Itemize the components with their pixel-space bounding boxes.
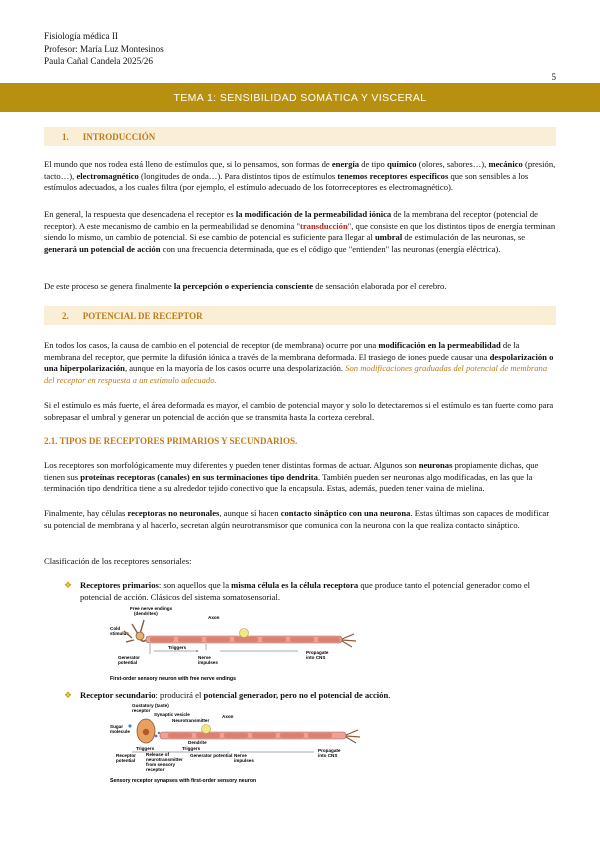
diamond-bullet-icon: ❖ [64, 580, 73, 590]
paragraph-intro-3: De este proceso se genera finalmente la percepción o experiencia consciente de sensación elaborada por el cerebro. [44, 281, 447, 291]
label-into-cns: into CNS [306, 655, 326, 660]
label-from-sensory: from sensory [146, 762, 176, 767]
first-order-neuron-diagram [110, 604, 430, 686]
cell-body [202, 725, 211, 734]
label-release-neurotransmitter: neurotransmitter [146, 757, 183, 762]
figure-secondary-receptor [110, 702, 430, 793]
label-molecule: molecule [110, 729, 130, 734]
paragraph-intro-2: En general, la respuesta que desencadena el receptor es la modificación de la permeabilidad iónica de la membrana del receptor (potencial de receptor). A este mecanismo de cambio en la permeabilidad se denomina "transducción", que consiste en que los distintos tipos de energía terminan siendo lo mismo, un cambio de potencial. Si ese cambio de potencial es suficiente para llegar al umbral de estimulación de las neuronas, se generará un potencial de acción con una frecuencia determinada, que es el código que "entienden" las neuronas (energía eléctrica). [44, 209, 556, 254]
figure-primary-receptor [110, 604, 430, 691]
figure-caption: Sensory receptor synapses with first-order sensory neuron [110, 778, 257, 784]
axon-terminal [346, 730, 360, 743]
label-axon: Axon [208, 615, 220, 620]
paragraph-intro-1: El mundo que nos rodea está lleno de estímulos que, si lo pensamos, son formas de energía de tipo químico (olores, sabores…), mecánico (presión, tacto…), electromagnético (longitudes de onda…). Para distintos tipos de estímulos tenemos receptores específicos que son sensibles a los estímulos adecuados, a los cuales filtra (por ejemplo, el estímulo adecuado de los fotorreceptores es electromagnético). [44, 159, 556, 193]
label-receptor: Receptor [116, 753, 136, 758]
label-axon: Axon [222, 714, 234, 719]
label-cold: Cold [110, 626, 121, 631]
professor-name: Profesor: María Luz Montesinos [44, 43, 164, 54]
label-synaptic-vesicle: Synaptic vesicle [154, 712, 190, 717]
section-title: INTRODUCCIÓN [82, 131, 156, 142]
label-sugar: Sugar [110, 724, 124, 729]
label-propagate: Propagate [306, 650, 329, 655]
label-propagate: Propagate [318, 748, 341, 753]
label-nerve: Nerve [198, 655, 211, 660]
chapter-banner [0, 83, 600, 112]
label-triggers: Triggers [168, 645, 187, 650]
label-gustatory-receptor: receptor [132, 708, 151, 713]
paragraph-tipos-2: Finalmente, hay células receptoras no neuronales, aunque sí hacen contacto sináptico con una neurona. Estas últimas son capaces de modificar su potencial de membrana y al hacerlo, secretan algún neurotransmisor que comunica con la neurona con la que realiza contacto sináptico. [44, 508, 550, 530]
paragraph-clasificacion: Clasificación de los receptores sensoriales: [44, 556, 192, 566]
paragraph-potencial-2: Si el estímulo es más fuerte, el área deformada es mayor, el cambio de potencial mayor y solo lo detectaremos si el estímulo es tan fuerte como para sobrepasar el umbral y generar un potencial de acción que se transmita hasta la corteza cerebral. [44, 400, 554, 422]
label-neurotransmitter: Neurotransmitter [172, 718, 210, 723]
diamond-bullet-icon: ❖ [64, 690, 73, 700]
graded-potential-note: Son modificaciones graduadas del potencial de membrana del receptor en respuesta a un estímulo adecuado. [44, 363, 548, 385]
label-receptor-potential: potential [116, 758, 136, 763]
section-number: 1. [62, 131, 69, 142]
course-name: Fisiología médica II [44, 31, 118, 41]
label-free-nerve-endings: Free nerve endings [130, 606, 173, 611]
label-into-cns: into CNS [318, 753, 338, 758]
label-generator-potential: Generator potential [190, 753, 233, 758]
label-nerve: Nerve [234, 753, 247, 758]
author-name: Paula Cañal Candela 2025/26 [44, 56, 153, 66]
section-heading-potencial-receptor [44, 306, 556, 325]
taste-cell-drawing [128, 719, 160, 743]
label-gustatory: Gustatory (taste) [132, 703, 169, 708]
section-title: POTENCIAL DE RECEPTOR [82, 310, 203, 321]
transduccion-highlight: transducción [299, 220, 348, 231]
label-triggers-1: Triggers [136, 746, 155, 751]
cell-body [240, 629, 249, 638]
axon-terminal [342, 634, 356, 647]
paragraph-potencial-1: En todos los casos, la causa de cambio en el potencial de receptor (de membrana) ocurre por una modificación en la permeabilidad de la membrana del receptor, que permite la difusión iónica a través de la membrana deformada. El trasiego de iones puede causar una despolarización o una hiperpolarización, aunque en la mayoría de los casos ocurre una despolarización. Son modificaciones graduadas del potencial de membrana del receptor en respuesta a un estímulo adecuado. [44, 340, 554, 385]
figure-caption: First-order sensory neuron with free nerve endings [110, 676, 236, 682]
label-triggers-2: Triggers [182, 746, 201, 751]
label-release-receptor: receptor [146, 767, 165, 772]
label-impulses: impulses [198, 660, 218, 665]
subsection-title-tipos-receptores: 2.1. TIPOS DE RECEPTORES PRIMARIOS Y SECUNDARIOS. [44, 436, 298, 446]
page-number: 5 [551, 72, 556, 82]
section-number: 2. [62, 310, 69, 321]
paragraph-tipos-1: Los receptores son morfológicamente muy diferentes y pueden tener distintas formas de actuar. Algunos son neuronas propiamente dichas, que tienen sus proteínas receptoras (canales) en sus terminaciones tipo dendrita. También pueden ser neuronas algo modificadas, en las que la terminación tipo dendrítica tiene a su alrededor tejido conectivo que la encapsula. Estas, además, pueden tener vaina de mielina. [44, 460, 539, 494]
receptor-synapse-diagram [110, 702, 430, 788]
chapter-title: TEMA 1: SENSIBILIDAD SOMÁTICA Y VISCERAL [173, 91, 427, 104]
label-dendrite: Dendrite [188, 740, 207, 745]
label-potential: potential [118, 660, 138, 665]
section-heading-introduccion [44, 127, 556, 146]
label-stimulus: stimulus [110, 631, 129, 636]
label-dendrites: (dendrites) [134, 611, 158, 616]
label-generator: Generator [118, 655, 140, 660]
document-header [44, 30, 164, 68]
label-release-of: Release of [146, 752, 169, 757]
label-impulses: impulses [234, 758, 254, 763]
